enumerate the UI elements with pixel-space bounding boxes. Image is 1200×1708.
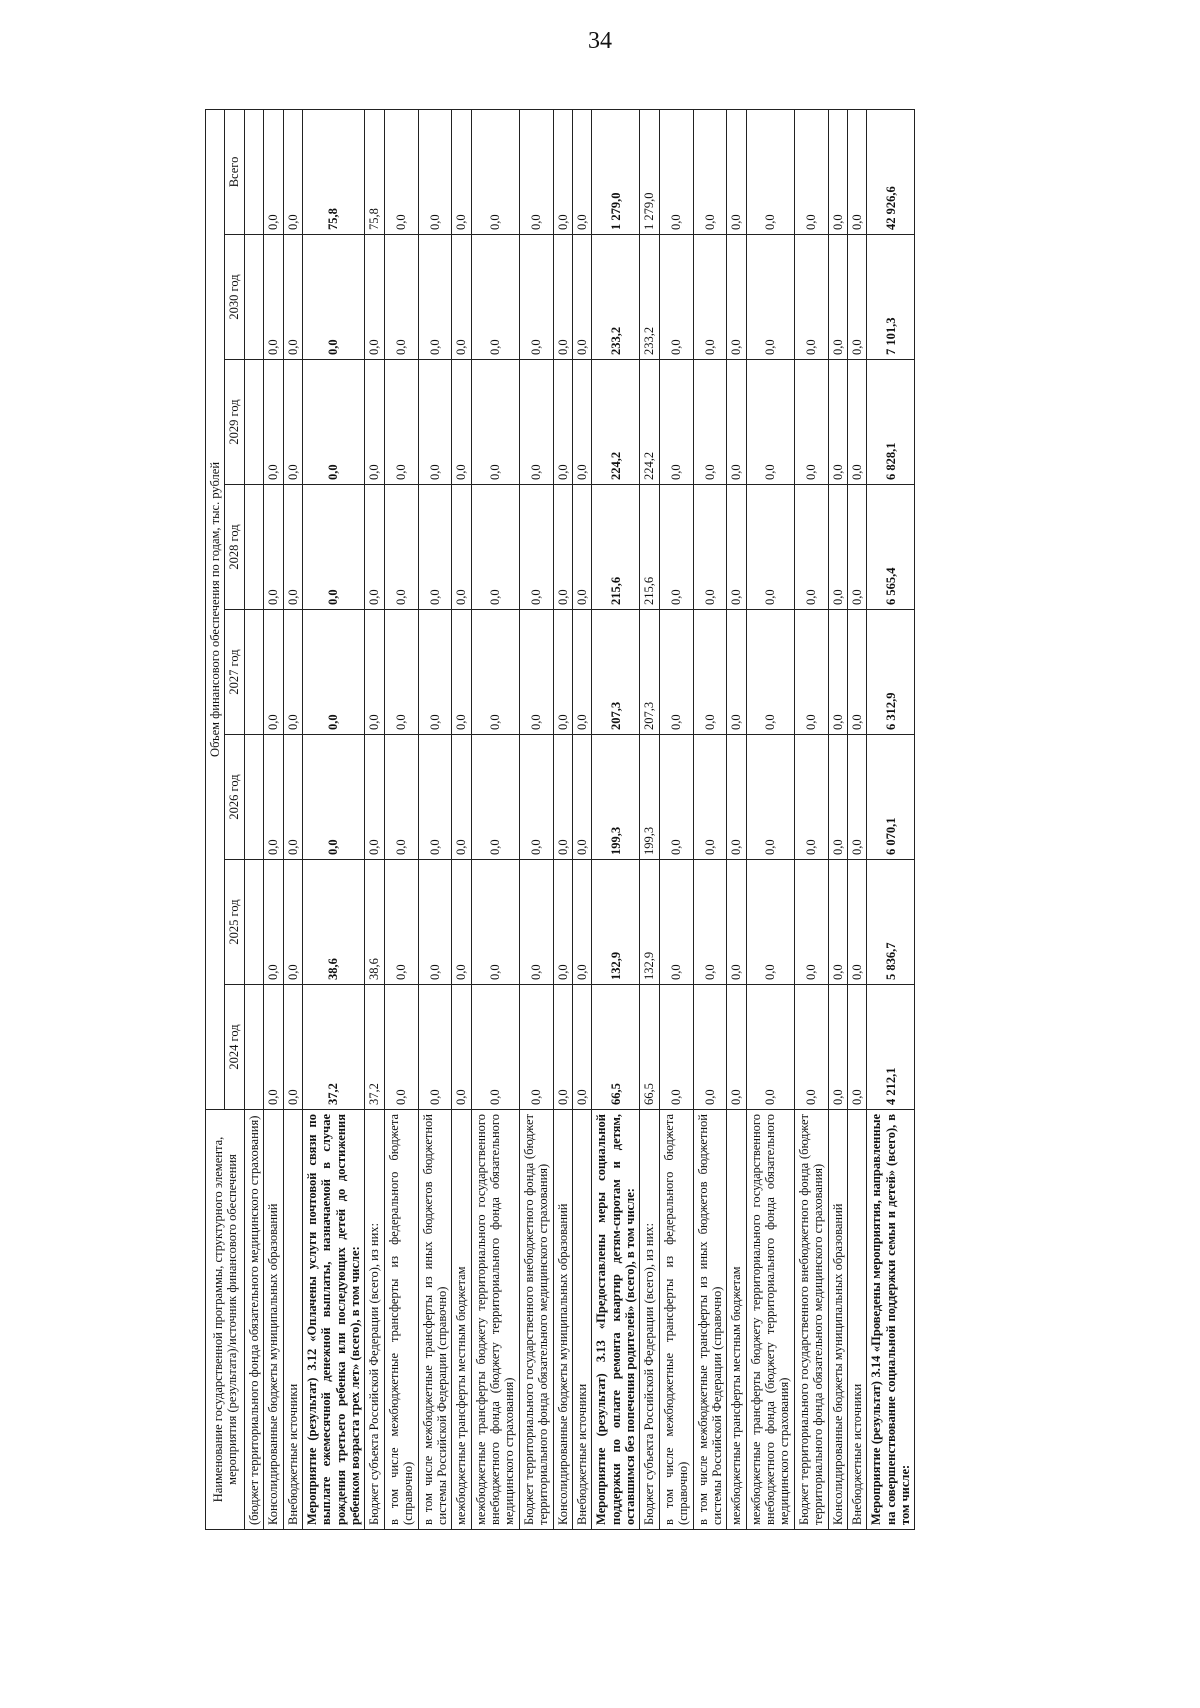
row-year-value: 233,2: [592, 235, 640, 360]
table-row: [244, 109, 263, 1529]
row-year-value: 0,0: [794, 235, 828, 360]
row-year-value: 0,0: [365, 735, 384, 860]
row-year-value: 0,0: [659, 860, 693, 985]
row-total-value: 0,0: [746, 109, 794, 234]
row-year-value: 215,6: [640, 485, 659, 610]
header-year: 2026 год: [225, 735, 244, 860]
row-label: Консолидированные бюджеты муниципальных образований: [828, 1110, 847, 1530]
row-year-value: [244, 485, 263, 610]
row-year-value: 0,0: [693, 735, 727, 860]
header-year: 2029 год: [225, 360, 244, 485]
row-year-value: 0,0: [384, 485, 418, 610]
row-label: в том числе межбюджетные трансферты из федерального бюджета (справочно): [384, 1110, 418, 1530]
row-year-value: 0,0: [471, 610, 519, 735]
table-row: [471, 109, 519, 1529]
row-year-value: [244, 860, 263, 985]
row-year-value: 0,0: [519, 485, 553, 610]
row-total-value: 0,0: [384, 109, 418, 234]
row-year-value: 0,0: [847, 860, 866, 985]
table-row: [727, 109, 746, 1529]
row-year-value: 0,0: [659, 360, 693, 485]
row-year-value: 199,3: [592, 735, 640, 860]
row-year-value: [244, 610, 263, 735]
table-row: [867, 109, 915, 1529]
row-total-value: 0,0: [727, 109, 746, 234]
row-year-value: 0,0: [572, 485, 591, 610]
row-year-value: 0,0: [365, 235, 384, 360]
table-row: [693, 109, 727, 1529]
row-year-value: 0,0: [553, 360, 572, 485]
row-year-value: 0,0: [553, 610, 572, 735]
row-year-value: 0,0: [746, 985, 794, 1110]
row-year-value: 0,0: [693, 985, 727, 1110]
row-year-value: 0,0: [794, 735, 828, 860]
row-year-value: 0,0: [471, 485, 519, 610]
row-year-value: 0,0: [553, 860, 572, 985]
row-year-value: 0,0: [746, 485, 794, 610]
row-year-value: 0,0: [384, 860, 418, 985]
row-label: Мероприятие (результат) 3.13 «Предоставлены меры социальной поддержки по оплате ремонта квартир детям-сиротам и детям, оставшимся без попечения родителей» (всего), в том числе:: [592, 1110, 640, 1530]
row-year-value: 0,0: [693, 860, 727, 985]
row-year-value: 0,0: [418, 735, 452, 860]
row-year-value: 132,9: [640, 860, 659, 985]
table-row: [640, 109, 659, 1529]
row-year-value: 0,0: [384, 735, 418, 860]
row-year-value: 0,0: [794, 610, 828, 735]
row-year-value: 0,0: [365, 610, 384, 735]
row-total-value: 1 279,0: [640, 109, 659, 234]
row-year-value: 0,0: [659, 735, 693, 860]
row-year-value: 0,0: [572, 985, 591, 1110]
row-label: Бюджет территориального государственного внебюджетного фонда (бюджет территориального фонда обязательного медицинского страхования): [794, 1110, 828, 1530]
row-label: межбюджетные трансферты местным бюджетам: [452, 1110, 471, 1530]
row-year-value: 0,0: [727, 235, 746, 360]
row-year-value: 0,0: [264, 485, 283, 610]
row-total-value: 0,0: [283, 109, 302, 234]
row-total-value: 0,0: [828, 109, 847, 234]
row-year-value: 0,0: [828, 860, 847, 985]
row-year-value: 6 565,4: [867, 485, 915, 610]
row-year-value: 0,0: [519, 235, 553, 360]
row-year-value: [244, 360, 263, 485]
row-year-value: 0,0: [365, 485, 384, 610]
row-year-value: 0,0: [519, 985, 553, 1110]
row-year-value: 0,0: [847, 610, 866, 735]
row-year-value: 0,0: [418, 610, 452, 735]
row-year-value: 0,0: [553, 985, 572, 1110]
table-row: [283, 109, 302, 1529]
rotated-table-frame: [205, 110, 1185, 1530]
row-year-value: 0,0: [283, 235, 302, 360]
row-year-value: 66,5: [640, 985, 659, 1110]
row-year-value: 0,0: [572, 860, 591, 985]
row-year-value: 0,0: [553, 735, 572, 860]
row-year-value: 0,0: [283, 610, 302, 735]
row-year-value: 6 070,1: [867, 735, 915, 860]
row-total-value: 0,0: [519, 109, 553, 234]
row-year-value: 0,0: [828, 360, 847, 485]
row-year-value: 0,0: [384, 985, 418, 1110]
row-year-value: 224,2: [592, 360, 640, 485]
row-label: Бюджет субъекта Российской Федерации (всего), из них:: [365, 1110, 384, 1530]
row-year-value: 0,0: [794, 360, 828, 485]
row-year-value: 0,0: [264, 985, 283, 1110]
row-year-value: 0,0: [693, 485, 727, 610]
row-year-value: 0,0: [847, 985, 866, 1110]
row-label: Консолидированные бюджеты муниципальных образований: [553, 1110, 572, 1530]
table-row: [519, 109, 553, 1529]
row-year-value: 0,0: [828, 485, 847, 610]
row-total-value: 75,8: [302, 109, 365, 234]
row-year-value: [244, 735, 263, 860]
row-year-value: 0,0: [847, 235, 866, 360]
table-row: [302, 109, 365, 1529]
header-year: 2024 год: [225, 985, 244, 1110]
row-year-value: 0,0: [384, 235, 418, 360]
row-total-value: 42 926,6: [867, 109, 915, 234]
row-year-value: 0,0: [828, 735, 847, 860]
row-label: Консолидированные бюджеты муниципальных образований: [264, 1110, 283, 1530]
row-year-value: 0,0: [264, 735, 283, 860]
row-year-value: 0,0: [847, 360, 866, 485]
row-year-value: 0,0: [553, 235, 572, 360]
rotated-table-container: [205, 110, 1200, 1525]
row-year-value: 0,0: [264, 610, 283, 735]
table-row: [452, 109, 471, 1529]
row-total-value: 0,0: [452, 109, 471, 234]
row-year-value: 207,3: [592, 610, 640, 735]
row-year-value: 37,2: [302, 985, 365, 1110]
header-year: 2028 год: [225, 485, 244, 610]
row-total-value: 0,0: [471, 109, 519, 234]
row-year-value: 0,0: [746, 860, 794, 985]
row-year-value: 0,0: [302, 360, 365, 485]
row-year-value: 0,0: [283, 485, 302, 610]
header-total: Всего: [225, 109, 244, 234]
row-year-value: 0,0: [847, 485, 866, 610]
row-year-value: 5 836,7: [867, 860, 915, 985]
row-label: Мероприятие (результат) 3.14 «Проведены мероприятия, направленные на совершенствование социальной поддержки семьи и детей» (всего), в том числе:: [867, 1110, 915, 1530]
table-row: [365, 109, 384, 1529]
row-year-value: 0,0: [746, 360, 794, 485]
row-year-value: 0,0: [471, 860, 519, 985]
row-year-value: 0,0: [519, 360, 553, 485]
table-row: [384, 109, 418, 1529]
row-year-value: 0,0: [727, 860, 746, 985]
row-label: Внебюджетные источники: [572, 1110, 591, 1530]
row-label: в том числе межбюджетные трансферты из иных бюджетов бюджетной системы Российской Федерации (справочно): [693, 1110, 727, 1530]
row-year-value: 0,0: [746, 735, 794, 860]
row-label: межбюджетные трансферты местным бюджетам: [727, 1110, 746, 1530]
row-year-value: 4 212,1: [867, 985, 915, 1110]
row-total-value: 75,8: [365, 109, 384, 234]
row-year-value: 0,0: [418, 985, 452, 1110]
row-year-value: 0,0: [452, 860, 471, 985]
row-year-value: 0,0: [418, 485, 452, 610]
table-row: [572, 109, 591, 1529]
row-label: Внебюджетные источники: [283, 1110, 302, 1530]
row-total-value: 0,0: [264, 109, 283, 234]
row-label: Бюджет субъекта Российской Федерации (всего), из них:: [640, 1110, 659, 1530]
row-year-value: 0,0: [264, 860, 283, 985]
row-year-value: 0,0: [471, 235, 519, 360]
row-year-value: 0,0: [659, 235, 693, 360]
row-year-value: 0,0: [572, 610, 591, 735]
table-row: [746, 109, 794, 1529]
row-year-value: 0,0: [828, 610, 847, 735]
header-year: 2027 год: [225, 610, 244, 735]
row-year-value: 6 312,9: [867, 610, 915, 735]
row-year-value: 0,0: [693, 610, 727, 735]
row-year-value: 0,0: [283, 860, 302, 985]
row-total-value: [244, 109, 263, 234]
row-year-value: 0,0: [418, 360, 452, 485]
row-total-value: 0,0: [794, 109, 828, 234]
row-year-value: 0,0: [794, 985, 828, 1110]
row-year-value: 224,2: [640, 360, 659, 485]
table-row: [828, 109, 847, 1529]
table-row: [847, 109, 866, 1529]
row-year-value: 0,0: [519, 860, 553, 985]
row-year-value: 0,0: [418, 235, 452, 360]
row-year-value: [244, 985, 263, 1110]
row-year-value: 0,0: [746, 610, 794, 735]
row-year-value: 0,0: [302, 485, 365, 610]
row-year-value: 6 828,1: [867, 360, 915, 485]
row-year-value: 0,0: [746, 235, 794, 360]
row-year-value: 0,0: [384, 360, 418, 485]
header-row-1: [206, 109, 225, 1529]
row-year-value: 0,0: [471, 360, 519, 485]
table-row: [659, 109, 693, 1529]
row-label: в том числе межбюджетные трансферты из иных бюджетов бюджетной системы Российской Федерации (справочно): [418, 1110, 452, 1530]
row-year-value: 0,0: [794, 860, 828, 985]
row-year-value: 0,0: [452, 985, 471, 1110]
row-year-value: 0,0: [828, 985, 847, 1110]
row-year-value: 0,0: [302, 235, 365, 360]
header-name-col: Наименование государственной программы, структурного элемента, мероприятия (результата)/источник финансового обеспечения: [206, 1110, 245, 1530]
row-year-value: 0,0: [452, 485, 471, 610]
row-year-value: 0,0: [365, 360, 384, 485]
page-number: 34: [588, 28, 612, 54]
table-row: [264, 109, 283, 1529]
row-year-value: 37,2: [365, 985, 384, 1110]
row-total-value: 0,0: [553, 109, 572, 234]
row-year-value: 0,0: [302, 610, 365, 735]
row-year-value: 38,6: [302, 860, 365, 985]
row-year-value: 0,0: [519, 735, 553, 860]
row-year-value: 0,0: [572, 360, 591, 485]
row-year-value: 0,0: [471, 985, 519, 1110]
row-year-value: 0,0: [452, 360, 471, 485]
row-total-value: 0,0: [418, 109, 452, 234]
row-year-value: 0,0: [847, 735, 866, 860]
row-year-value: 0,0: [659, 985, 693, 1110]
row-year-value: 0,0: [693, 360, 727, 485]
row-year-value: 0,0: [572, 735, 591, 860]
row-year-value: 0,0: [794, 485, 828, 610]
row-year-value: 207,3: [640, 610, 659, 735]
row-year-value: 66,5: [592, 985, 640, 1110]
row-year-value: 0,0: [471, 735, 519, 860]
table-row: [418, 109, 452, 1529]
row-total-value: 0,0: [572, 109, 591, 234]
row-year-value: 7 101,3: [867, 235, 915, 360]
row-year-value: 0,0: [727, 985, 746, 1110]
row-year-value: 0,0: [264, 360, 283, 485]
table-row: [553, 109, 572, 1529]
row-total-value: 0,0: [659, 109, 693, 234]
row-label: межбюджетные трансферты бюджету территориального государственного внебюджетного фонда (бюджету территориального фонда обязательного медицинского страхования): [471, 1110, 519, 1530]
row-total-value: 0,0: [693, 109, 727, 234]
row-year-value: 0,0: [693, 235, 727, 360]
row-year-value: 0,0: [519, 610, 553, 735]
header-group-title: Объем финансового обеспечения по годам, тыс. рублей: [206, 109, 225, 1109]
row-year-value: 0,0: [264, 235, 283, 360]
row-year-value: 0,0: [572, 235, 591, 360]
row-year-value: 0,0: [659, 485, 693, 610]
row-total-value: 1 279,0: [592, 109, 640, 234]
row-year-value: 0,0: [553, 485, 572, 610]
row-year-value: 233,2: [640, 235, 659, 360]
header-year: 2030 год: [225, 235, 244, 360]
row-total-value: 0,0: [847, 109, 866, 234]
row-label: Внебюджетные источники: [847, 1110, 866, 1530]
financing-table: [205, 109, 915, 1530]
row-year-value: 0,0: [283, 985, 302, 1110]
row-year-value: 0,0: [727, 735, 746, 860]
row-year-value: 0,0: [283, 360, 302, 485]
row-year-value: 0,0: [384, 610, 418, 735]
row-label: Бюджет территориального государственного внебюджетного фонда (бюджет территориального фонда обязательного медицинского страхования): [519, 1110, 553, 1530]
table-body: [244, 109, 915, 1529]
row-year-value: 199,3: [640, 735, 659, 860]
row-year-value: [244, 235, 263, 360]
row-label: в том числе межбюджетные трансферты из федерального бюджета (справочно): [659, 1110, 693, 1530]
row-year-value: 215,6: [592, 485, 640, 610]
row-year-value: 0,0: [418, 860, 452, 985]
row-year-value: 0,0: [452, 235, 471, 360]
row-year-value: 0,0: [659, 610, 693, 735]
row-year-value: 0,0: [302, 735, 365, 860]
row-year-value: 0,0: [283, 735, 302, 860]
row-year-value: 38,6: [365, 860, 384, 985]
row-label: Мероприятие (результат) 3.12 «Оплачены услуги почтовой связи по выплате ежемесячной денежной выплаты, назначаемой в случае рождения третьего ребенка или последующих детей до достижения ребенком возраста трех лет» (всего), в том числе:: [302, 1110, 365, 1530]
header-year: 2025 год: [225, 860, 244, 985]
row-year-value: 0,0: [452, 610, 471, 735]
table-row: [794, 109, 828, 1529]
row-year-value: 0,0: [727, 610, 746, 735]
row-year-value: 0,0: [727, 360, 746, 485]
row-year-value: 132,9: [592, 860, 640, 985]
table-row: [592, 109, 640, 1529]
row-label: межбюджетные трансферты бюджету территориального государственного внебюджетного фонда (бюджету территориального фонда обязательного медицинского страхования): [746, 1110, 794, 1530]
row-label: (бюджет территориального фонда обязательного медицинского страхования): [244, 1110, 263, 1530]
row-year-value: 0,0: [452, 735, 471, 860]
row-year-value: 0,0: [828, 235, 847, 360]
row-year-value: 0,0: [727, 485, 746, 610]
